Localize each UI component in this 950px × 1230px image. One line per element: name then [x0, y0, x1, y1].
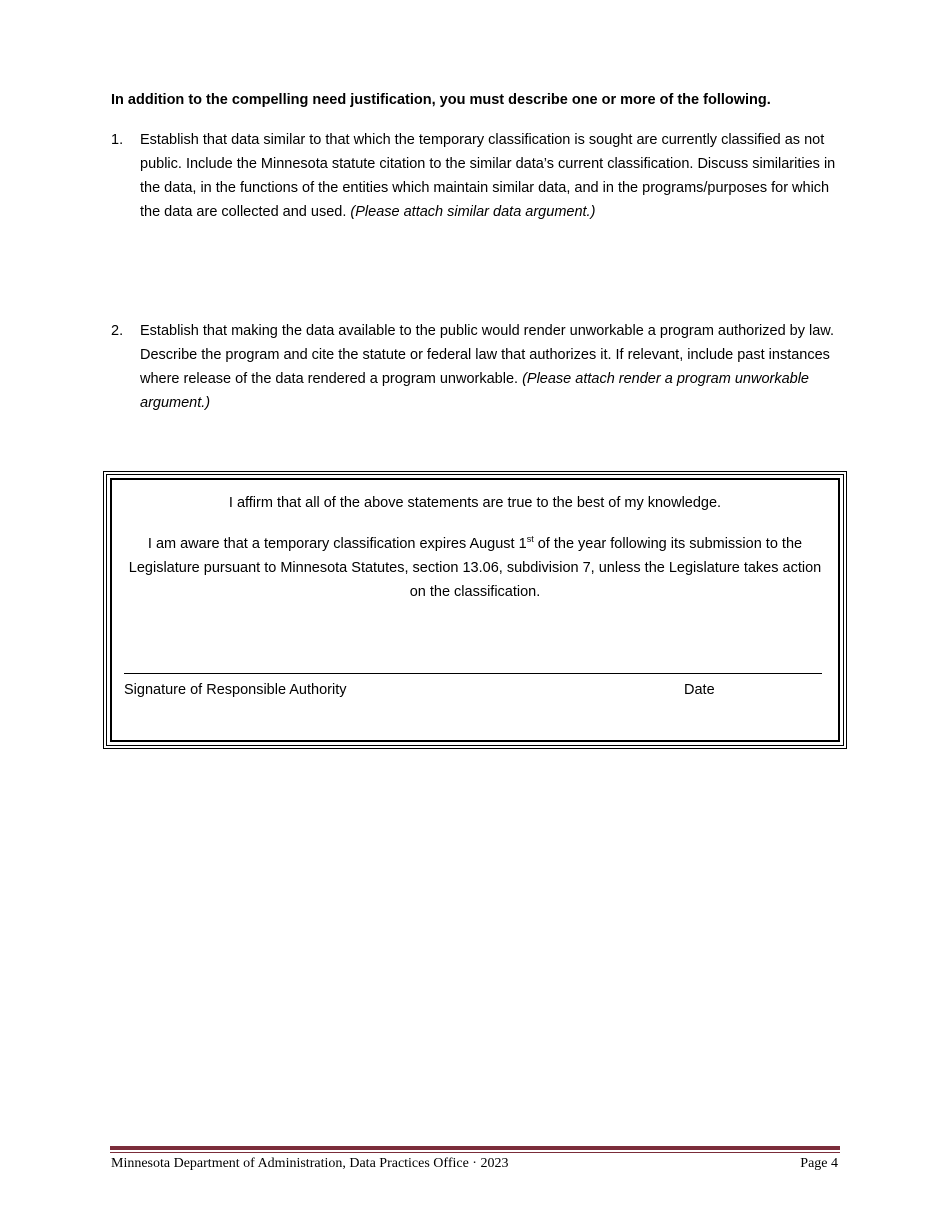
footer-rule — [110, 1146, 840, 1150]
list-item-body — [140, 128, 846, 224]
date-label: Date — [684, 682, 715, 698]
footer-organization: Minnesota Department of Administration, Data Practices Office · 2023 — [111, 1156, 509, 1171]
affirmation-inner-frame — [110, 478, 840, 742]
list-item-text: Establish that making the data available to the public would render unworkable a program authorized by law. Describe the program and cite the statute or federal law that authorizes it. If relevant, include past instances where release of the data rendered a program unworkable. — [140, 323, 834, 387]
instructions-heading: In addition to the compelling need justification, you must describe one or more of the following. — [111, 92, 771, 108]
footer-page-number: Page 4 — [800, 1156, 838, 1171]
signature-line[interactable] — [124, 673, 822, 674]
affirmation-awareness — [126, 532, 824, 604]
list-item-number: 1. — [111, 132, 124, 148]
list-item-body — [140, 319, 846, 415]
list-item-attachment-note: (Please attach similar data argument.) — [350, 204, 596, 220]
awareness-text-start: I am aware that a temporary classification expires August 1 — [147, 536, 527, 552]
signature-label: Signature of Responsible Authority — [124, 682, 347, 698]
affirmation-box — [103, 471, 847, 749]
ordinal-suffix: st — [526, 534, 534, 545]
list-item-text: Establish that data similar to that which the temporary classification is sought are currently classified as not public. Include the Minnesota statute citation to the similar data’s current classification. Discuss similarities in the data, in the functions of the entities which maintain similar data, and in the programs/purposes for which the data are collected and used. — [140, 132, 836, 220]
list-item-number: 2. — [111, 323, 124, 339]
footer-rule-thin — [110, 1152, 840, 1153]
awareness-text-end: of the year following its submission to the Legislature pursuant to Minnesota Statutes, section 13.06, subdivision 7, unless the Legislature takes action on the classification. — [128, 536, 822, 600]
list-item-similar-data — [111, 128, 846, 224]
list-item-attachment-note: (Please attach render a program unworkable argument.) — [140, 371, 809, 411]
list-item-unworkable-program — [111, 319, 846, 415]
affirmation-statement: I affirm that all of the above statements are true to the best of my knowledge. — [228, 495, 722, 511]
